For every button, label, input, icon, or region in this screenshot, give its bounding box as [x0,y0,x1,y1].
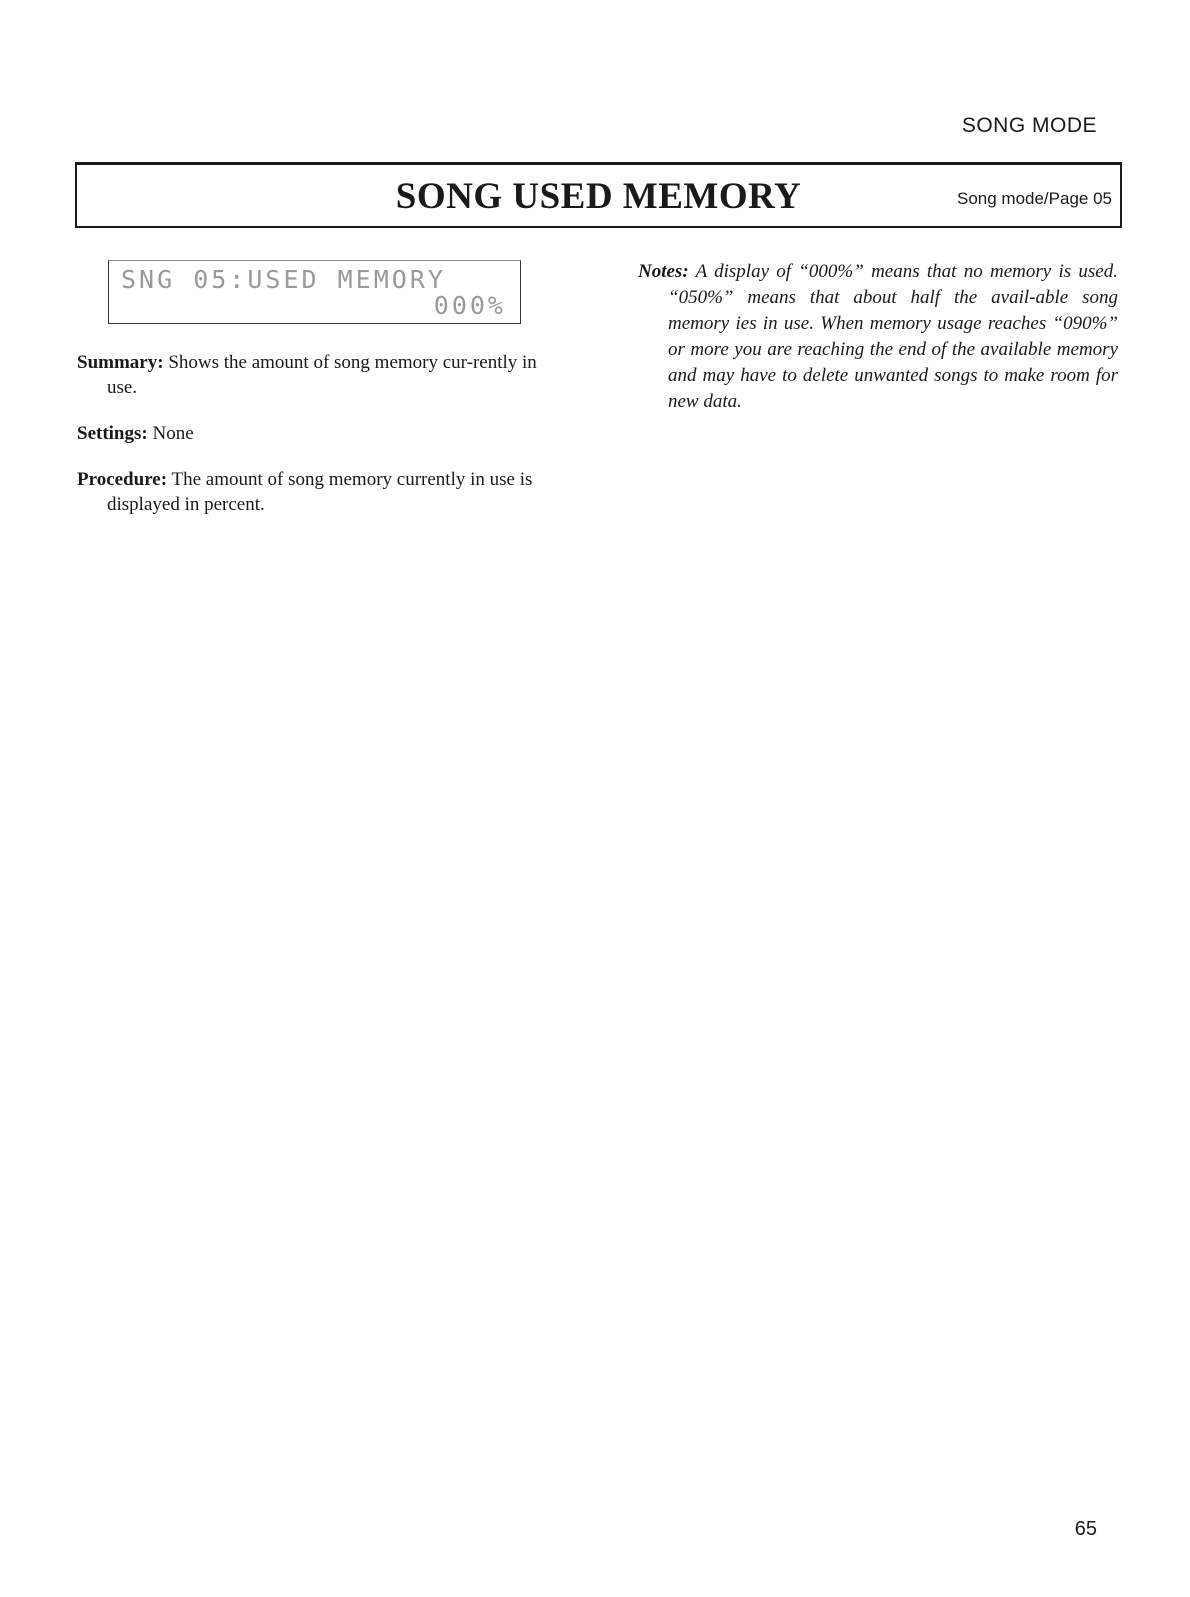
summary-label: Summary: [77,352,164,373]
section-header: SONG MODE [961,114,1097,137]
right-column [638,259,1118,436]
lcd-line-1: SNG 05:USED MEMORY [121,265,446,294]
notes-label: Notes: [638,261,689,282]
page-reference: Song mode/Page 05 [956,189,1112,208]
page-number: 65 [1074,1518,1097,1540]
left-column [77,350,552,538]
summary-text: Shows the amount of song memory cur-rently in use. [107,352,537,398]
page-title: SONG USED MEMORY [395,176,802,217]
procedure-text: The amount of song memory currently in use is displayed in percent. [107,469,533,515]
title-box [75,162,1122,228]
notes-text: A display of “000%” means that no memory is used. “050%” means that about half the avail-able song memory ies in use. When memory usage reaches “090%” or more you are reaching the end of the available memory and may have to delete unwanted songs to make room for new data. [668,261,1118,412]
summary-paragraph [77,350,552,400]
lcd-line-2: 000% [433,291,506,320]
settings-paragraph [77,421,552,446]
lcd-display [108,260,521,324]
notes-paragraph [638,259,1118,415]
procedure-label: Procedure: [77,469,168,490]
settings-label: Settings: [77,423,148,444]
settings-text: None [152,423,194,444]
procedure-paragraph [77,467,552,517]
